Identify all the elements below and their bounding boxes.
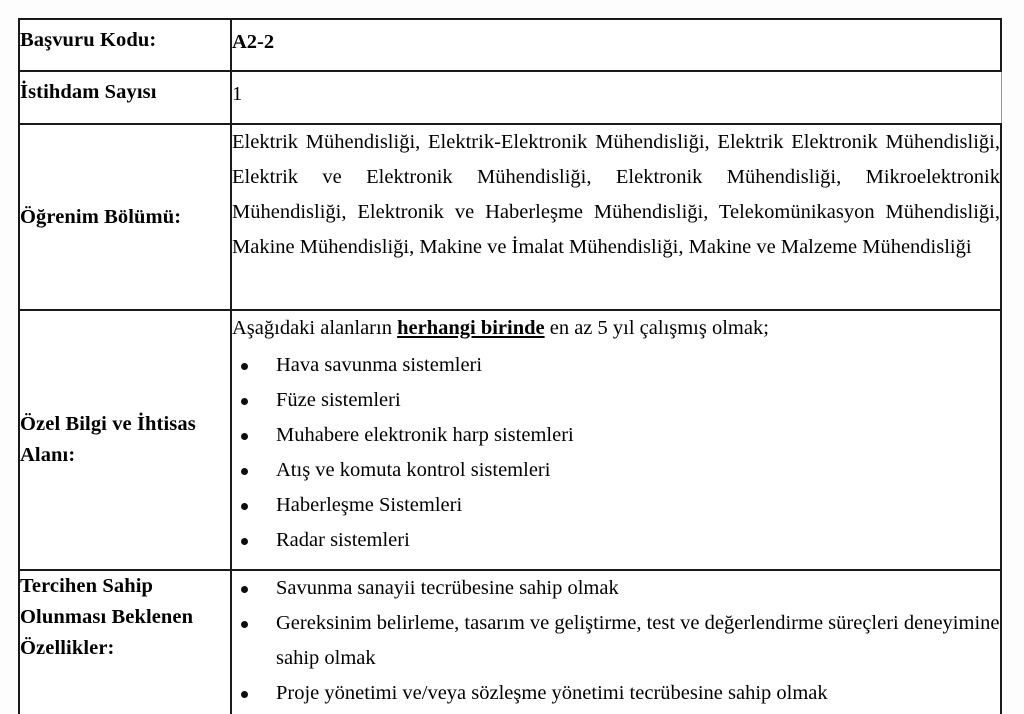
list-item: Muhabere elektronik harp sistemleri — [232, 418, 1000, 453]
list-item: Radar sistemleri — [232, 523, 1000, 558]
table-row-employment-count — [19, 71, 1001, 124]
list-item: Proje yönetimi ve/veya sözleşme yönetimi tecrübesine sahip olmak — [232, 676, 1000, 711]
list-item: Hava savunma sistemleri — [232, 348, 1000, 383]
row-label-preferred-qualities: Tercihen Sahip Olunması Beklenen Özellikler: — [19, 570, 231, 714]
table-row-education-department — [19, 124, 1001, 310]
list-item: Haberleşme Sistemleri — [232, 488, 1000, 523]
list-item: Gereksinim belirleme, tasarım ve geliştirme, test ve değerlendirme süreçleri deneyimine sahip olmak — [232, 606, 1000, 676]
table-row-preferred-qualities — [19, 570, 1001, 714]
row-value-employment-count: 1 — [231, 71, 1001, 124]
intro-text-after: en az 5 yıl çalışmış olmak; — [544, 317, 769, 339]
row-label-application-code: Başvuru Kodu: — [19, 19, 231, 71]
row-label-education-department: Öğrenim Bölümü: — [19, 124, 231, 310]
list-item: Savunma sanayii tecrübesine sahip olmak — [232, 571, 1000, 606]
table-row-special-expertise — [19, 310, 1001, 570]
row-value-education-department: Elektrik Mühendisliği, Elektrik-Elektronik Mühendisliği, Elektrik Elektronik Mühendisliği, Elektrik ve Elektronik Mühendisliği, Elektronik Mühendisliği, Mikroelektronik Mühendisliği, Elektronik ve Haberleşme Mühendisliği, Telekomünikasyon Mühendisliği, Makine Mühendisliği, Makine ve İmalat Mühendisliği, Makine ve Malzeme Mühendisliği — [231, 124, 1001, 310]
preferred-qualities-bullet-list — [232, 571, 1000, 711]
list-item: Atış ve komuta kontrol sistemleri — [232, 453, 1000, 488]
row-label-employment-count: İstihdam Sayısı — [19, 71, 231, 124]
table-row-application-code — [19, 19, 1001, 71]
intro-emphasis: herhangi birinde — [397, 317, 545, 339]
row-label-special-expertise: Özel Bilgi ve İhtisas Alanı: — [19, 310, 231, 570]
job-posting-table — [18, 18, 1002, 714]
row-value-special-expertise — [231, 310, 1001, 570]
special-expertise-bullet-list — [232, 348, 1000, 558]
special-expertise-intro — [232, 311, 1000, 346]
row-value-application-code: A2-2 — [231, 19, 1001, 71]
row-value-preferred-qualities — [231, 570, 1001, 714]
list-item: Füze sistemleri — [232, 383, 1000, 418]
intro-text-before: Aşağıdaki alanların — [232, 317, 398, 339]
